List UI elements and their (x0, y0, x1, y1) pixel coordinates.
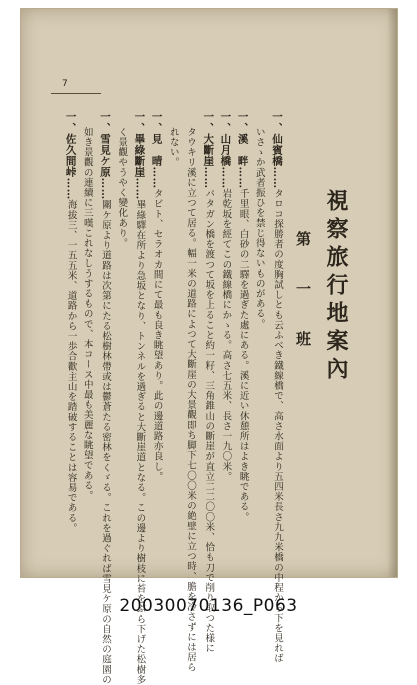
entry-column (237, 111, 249, 531)
entry-heading: 一、見 晴…… (150, 111, 163, 189)
entry-column (99, 111, 111, 685)
entry-text: 千里眼、白砂の二驛を過ぎた處にある。溪に近い休憩所はよき眺である。 (237, 188, 249, 523)
entry-column (219, 111, 231, 531)
entry-heading: 一、溪 畔…… (236, 111, 249, 189)
entry-text: タウキリ溪に立つて居る。幅一米の道路によつて大斷崖の大景觀即ち脚下七〇〇米の絶壁に立つ時、膽を冷さずには居ら (185, 127, 196, 673)
entry-text: 海拔三、一五五米、道路から一歩合歡主山を踏破することは容易である。 (65, 199, 77, 534)
entry-column (133, 111, 146, 685)
entry-column (254, 127, 265, 547)
entry-heading: 一、山月橋…… (219, 111, 232, 189)
page-number-rule (51, 93, 101, 94)
entry-heading: 一、大斷崖…… (202, 111, 215, 189)
entry-text: タビト、セラオカ間にて最も良き眺望あり。此の邊道路亦良し。 (151, 188, 163, 482)
entry-heading: 一、仙賓橋…… (271, 111, 283, 189)
document-title: 視察旅行地案內 (323, 189, 349, 385)
entry-text: 岩乾坂を經てこの鐵線橋にかゝる。高さ七五米、長さ一九〇米。 (220, 188, 232, 482)
entry-column (185, 127, 196, 673)
entry-column (168, 127, 179, 547)
entry-column (64, 111, 77, 534)
entry-heading: 一、佐久間峠…… (64, 111, 77, 200)
entry-text: いさゝか武者振ひを禁じ得ないものがある。 (253, 127, 265, 329)
entry-text: タロコ探勝者の度胸試しとも云ふべき鐵線橋で、高さ水面より五四米長さ九九米橋の中程から下を見れば (272, 188, 283, 664)
entry-text: 如き景觀の連續に三嘆これなしうするもので、本コース中最も美麗な眺望である。 (81, 127, 93, 501)
entry-column (116, 127, 127, 547)
entry-column (82, 127, 93, 547)
section-heading: 第 一 班 (294, 231, 312, 356)
entry-heading: 一、雪見ケ原…… (99, 111, 111, 200)
entry-text: れない。 (167, 127, 179, 168)
entry-heading: 一、畢綠斷崖…… (133, 111, 146, 200)
image-caption: 20030070136_P063 (119, 596, 298, 616)
entry-column (151, 111, 163, 531)
entry-column (271, 111, 283, 664)
entry-text: く景觀やうやく變化あり。 (116, 127, 128, 249)
entry-text: バタガン橋を渡つて坂を上ること約一籽、三角錐山の斷崖が直立二二〇〇米、恰も刀で削り取つた様に (203, 188, 215, 654)
entry-column (202, 111, 215, 654)
entry-text: 畢綠驛在所より急坂となり、トンネルを過ぎると大斷崖道となる。この邊より樹枝に苔をぶら下げた松樹多 (134, 199, 146, 685)
page-number: 7 (62, 79, 68, 89)
entry-text: 關ケ原より道路は次第にたる松樹林帶或は鬱蒼たる密林をくゞる。これを過ぐれば雪見ケ原の自然の庭園の (100, 199, 111, 685)
page-fold-shadow (387, 9, 397, 577)
